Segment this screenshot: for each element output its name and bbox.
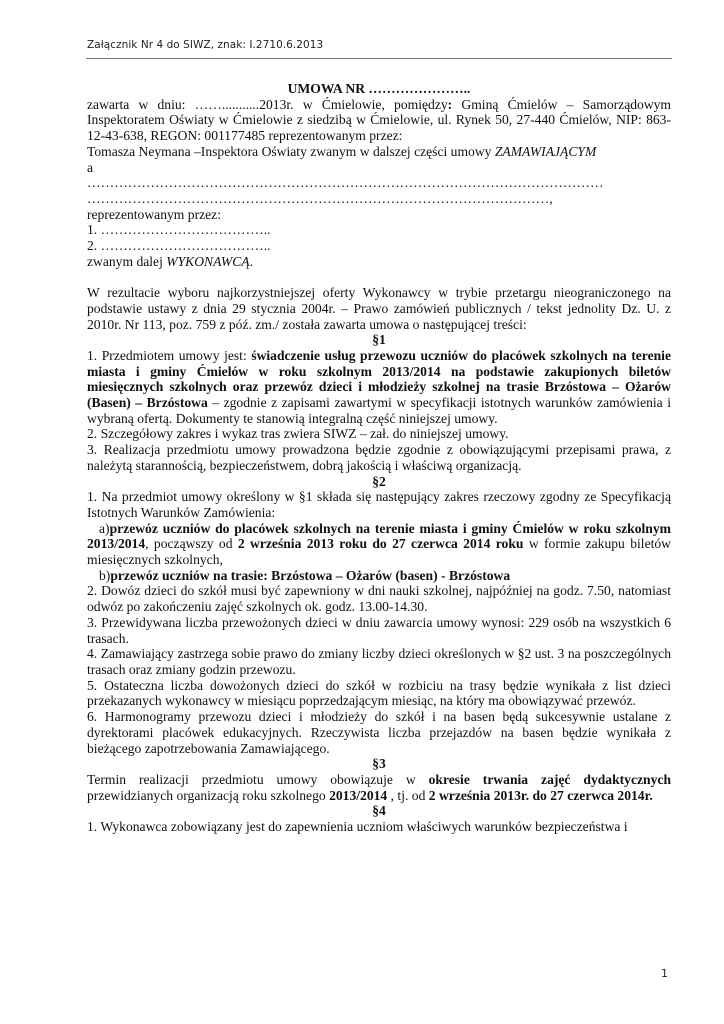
section-3-paragraph	[87, 772, 671, 803]
s3-pre: Termin realizacji przedmiotu umowy obowiązuje w	[87, 771, 429, 787]
item-b-label: b)	[99, 567, 111, 583]
intro-date-text: zawarta w dniu: ……...........2013r. w Ćmielowie, pomiędzy	[87, 96, 448, 112]
s1-p1-pre: 1. Przedmiotem umowy jest:	[87, 347, 252, 363]
section-2-heading: §2	[372, 473, 386, 489]
section-1-paragraph-1	[87, 348, 671, 427]
contractor-rep-1: 1. ………………………………..	[87, 222, 271, 238]
contract-body	[87, 81, 671, 835]
section-2-paragraph-4: 4. Zamawiający zastrzega sobie prawo do zmiany liczby dzieci określonych w §2 ust. 3 na poszczególnych trasach oraz zmiany godzin przewozu.	[87, 646, 671, 677]
item-a-dates: 2 września 2013 roku do 27 czerwca 2014 roku	[237, 536, 524, 552]
item-a-label: a)	[99, 520, 110, 536]
representative-text: Tomasza Neymana –Inspektora Oświaty zwanym w dalszej części umowy	[87, 143, 495, 159]
contract-title: UMOWA NR …………………..	[287, 81, 471, 96]
attachment-reference: Załącznik Nr 4 do SIWZ, znak: I.2710.6.2013	[87, 39, 324, 51]
s3-bold-1: okresie trwania zajęć dydaktycznych	[428, 771, 671, 787]
section-2-paragraph-3: 3. Przewidywana liczba przewożonych dzieci w dniu zawarcia umowy wynosi: 229 osób na wszystkich 6 trasach.	[87, 614, 671, 646]
contractor-represented-by: reprezentowanym przez:	[87, 206, 221, 222]
spacer	[87, 269, 671, 285]
item-a-bold-1: przewóz uczniów do placówek szkolnych na terenie miasta i gminy Ćmielów w roku szkolnym 2013/2014	[87, 520, 671, 552]
intro-parties	[87, 97, 671, 144]
s3-bold-3: 2 września 2013r. do 27 czerwca 2014r.	[428, 787, 653, 803]
s1-p1-post: – zgodnie z zapisami zawartymi w specyfikacji istotnych warunków zamówienia i wybraną ofertą. Dokumenty te stanowią integralną część niniejszej umowy.	[87, 395, 671, 426]
intro-colon: :	[447, 96, 453, 112]
s3-bold-2: 2013/2014	[329, 787, 388, 803]
intro-orderer-representative	[87, 144, 671, 160]
section-1-paragraph-2: 2. Szczegółowy zakres i wykaz tras zwiera SIWZ – zał. do niniejszej umowy.	[87, 426, 509, 442]
section-1-paragraph-3: 3. Realizacja przedmiotu umowy prowadzona będzie zgodnie z obowiązującymi przepisami prawa, z należytą starannością, bezpieczeństwem, dobrą jakością i właściwą organizacją.	[87, 442, 671, 473]
contractor-dots-line-2: …………………………………………………………………………………………,	[87, 190, 553, 206]
page-number: 1	[661, 967, 668, 980]
contractor-dots-line-1: ……………………………………………………………………………………………………	[87, 175, 604, 191]
section-2-item-b	[87, 568, 671, 584]
s3-mid-2: , tj. od	[387, 787, 429, 803]
header-divider	[86, 58, 672, 59]
contractor-role-pre: zwanym dalej	[87, 253, 167, 269]
contractor-role-post: .	[249, 253, 254, 269]
section-2-item-a	[87, 521, 671, 568]
contractor-rep-2: 2. ………………………………..	[87, 238, 271, 254]
item-b-bold: przewóz uczniów na trasie: Brzóstowa – Ożarów (basen) - Brzóstowa	[110, 567, 511, 583]
section-2-paragraph-5: 5. Ostateczna liczba dowożonych dzieci do szkół w rozbiciu na trasy będzie wynikała z list dzieci przekazanych wykonawcy w miesiącu poprzedzającym miesiąc, na który ma obowiązywać przewóz.	[87, 677, 671, 709]
section-4-heading: §4	[372, 803, 386, 819]
s1-p1-subject: świadczenie usług przewozu uczniów do placówek szkolnych na terenie miasta i gminy Ćmielów w roku szkolnym 2013/2014 na podstawie zakupionych biletów miesięcznych szkolnych oraz przewóz dzieci i młodzieży szkolnej na trasie Brzóstowa – Ożarów (Basen) – Brzóstowa	[87, 347, 671, 411]
section-2-paragraph-2: 2. Dowóz dzieci do szkół musi być zapewniony w dni nauki szkolnej, najpóźniej na godz. 7.50, natomiast odwóz po zakończeniu zajęć szkolnych ok. godz. 13.00-14.30.	[87, 583, 671, 615]
section-4-paragraph-1: 1. Wykonawca zobowiązany jest do zapewnienia uczniom właściwych warunków bezpieczeństwa i	[87, 819, 628, 835]
intro-orderer-details: Gminą Ćmielów – Samorządowym Inspektoratem Oświaty w Ćmielowie z siedzibą w Ćmielowie, ul. Rynek 50, 27-440 Ćmielów, NIP: 863-12-43-638, REGON: 001177485 reprezentowanym przez:	[87, 96, 672, 144]
s3-mid-1: przewidzianych organizacją roku szkolnego	[87, 787, 330, 803]
section-1-heading: §1	[372, 332, 386, 348]
contractor-role-line	[87, 254, 671, 270]
item-a-post: w formie zakupu biletów miesięcznych szkolnych,	[87, 536, 671, 568]
preamble: W rezultacie wyboru najkorzystniejszej oferty Wykonawcy w trybie przetargu nieograniczonego na podstawie ustawy z dnia 29 stycznia 2004r. – Prawo zamówień publicznych / tekst jednolity Dz. U. z 2010r. Nr 113, poz. 759 z póź. zm./ została zawarta umowa o następującej treści:	[87, 285, 671, 332]
intro-and: a	[87, 159, 94, 175]
section-3-heading: §3	[372, 756, 386, 772]
orderer-role: ZAMAWIAJĄCYM	[494, 143, 597, 159]
section-2-paragraph-1: 1. Na przedmiot umowy określony w §1 składa się następujący zakres rzeczowy zgodny ze Specyfikacją Istotnych Warunków Zamówienia:	[87, 489, 671, 520]
item-a-mid: , począwszy od	[145, 536, 238, 552]
contractor-role: WYKONAWCĄ	[166, 253, 250, 269]
section-2-paragraph-6: 6. Harmonogramy przewozu dzieci i młodzieży do szkół i na basen będą sukcesywnie ustalane z dyrektorami placówek edukacyjnych. Rzeczywista liczba przejazdów na basen będzie wynikała z bieżącego zapotrzebowania Zamawiającego.	[87, 709, 671, 756]
